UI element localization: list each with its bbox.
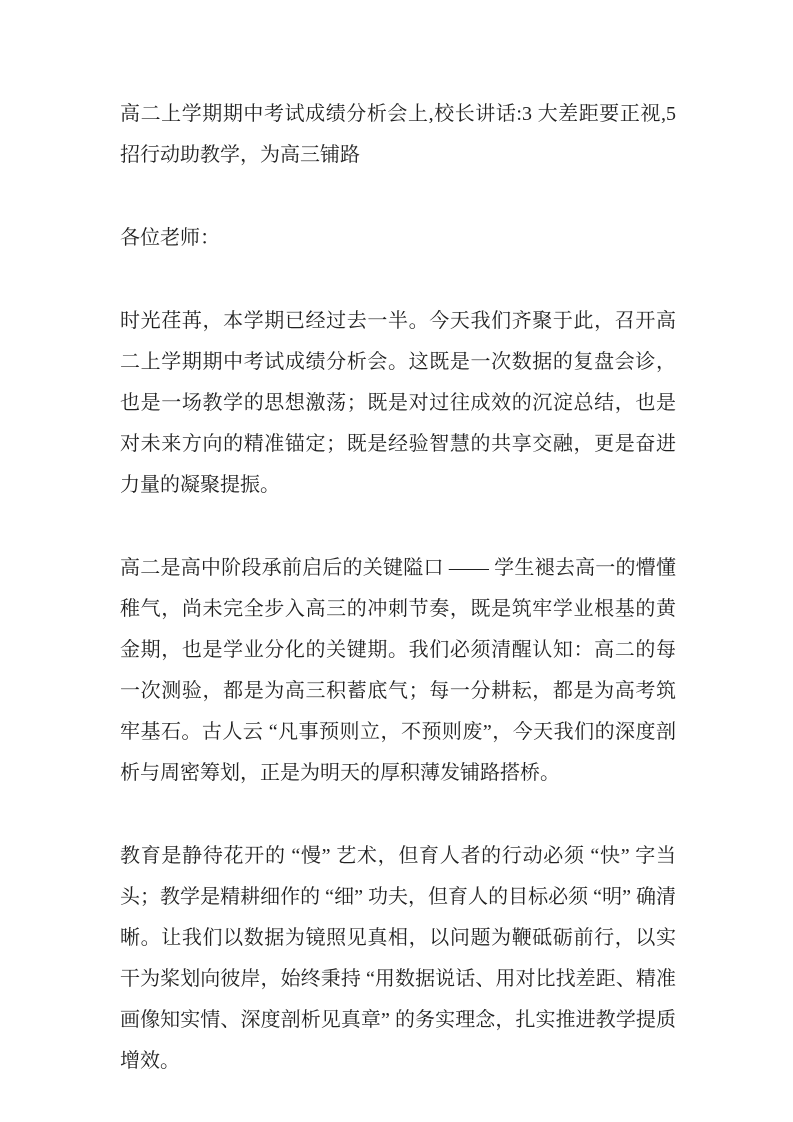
document-title: 高二上学期期中考试成绩分析会上,校长讲话:3 大差距要正视,5 招行动助教学，为高三铺路 xyxy=(120,103,676,166)
greeting-line: 各位老师： xyxy=(120,227,220,249)
paragraph: 时光荏苒，本学期已经过去一半。今天我们齐聚于此，召开高二上学期期中考试成绩分析会。这既是一次数据的复盘会诊，也是一场教学的思想激荡；既是对过往成效的沉淀总结，也是对未来方向的精准锚定；既是经验智慧的共享交融，更是奋进力量的凝聚提振。 xyxy=(120,310,676,496)
paragraph: 教育是静待花开的 “慢” 艺术，但育人者的行动必须 “快” 字当头；教学是精耕细作的 “细” 功夫，但育人的目标必须 “明” 确清晰。让我们以数据为镜照见真相，以问题为鞭砥砺前行，以实干为桨划向彼岸，始终秉持 “用数据说话、用对比找差距、精准画像知实情、深度剖析见真章” 的务实理念，扎实推进教学提质增效。 xyxy=(120,845,676,1072)
paragraph: 高二是高中阶段承前启后的关键隘口 —— 学生褪去高一的懵懂稚气，尚未完全步入高三的冲刺节奏，既是筑牢学业根基的黄金期，也是学业分化的关键期。我们必须清醒认知：高二的每一次测验，都是为高三积蓄底气；每一分耕耘，都是为高考筑牢基石。古人云 “凡事预则立，不预则废”，今天我们的深度剖析与周密筹划，正是为明天的厚积薄发铺路搭桥。 xyxy=(120,557,676,784)
